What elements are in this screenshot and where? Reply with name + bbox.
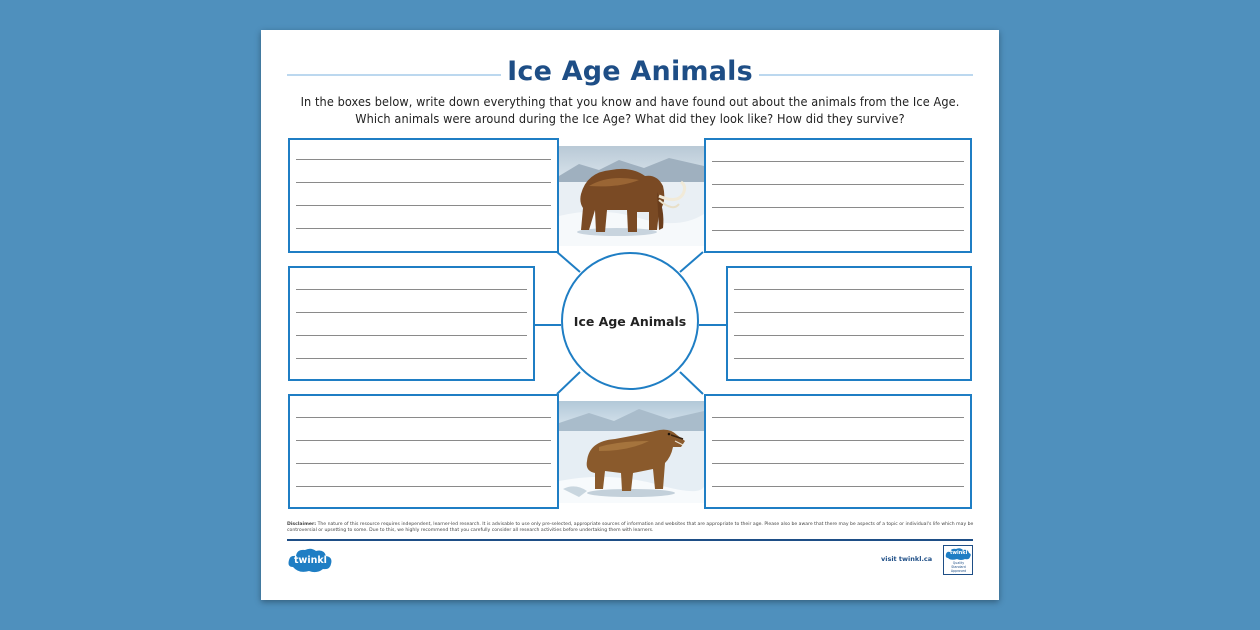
badge-brand: twinkl bbox=[950, 550, 968, 556]
disclaimer bbox=[287, 522, 977, 534]
worksheet-page bbox=[261, 30, 999, 600]
disclaimer-label: Disclaimer: bbox=[287, 522, 317, 527]
page-title: Ice Age Animals bbox=[507, 56, 753, 87]
twinkl-logo-text: twinkl bbox=[294, 555, 327, 566]
center-topic-label: Ice Age Animals bbox=[573, 313, 687, 329]
badge-text: Quality Standard Approved bbox=[950, 561, 967, 573]
bear-image bbox=[559, 401, 704, 503]
center-topic-circle bbox=[561, 252, 699, 390]
writing-box-bottom-right[interactable] bbox=[704, 394, 972, 509]
disclaimer-text: The nature of this resource requires independent, learner-led research. It is advisable to use only pre-selected, appropriate sources of information and websites that are appropriate to their age. Please also be aware that there may be aspects of a topic or individual's life which may be controversial or upsetting to some. Due to this, we highly recommend that you carefully consider all research activities before undertaking them with learners. bbox=[287, 522, 974, 533]
writing-box-top-right[interactable] bbox=[704, 138, 972, 253]
twinkl-logo[interactable] bbox=[287, 547, 333, 575]
writing-box-middle-right[interactable] bbox=[726, 266, 972, 381]
visit-link[interactable]: visit twinkl.ca bbox=[881, 555, 933, 563]
mammoth-image bbox=[559, 146, 704, 246]
instruction-line-1: In the boxes below, write down everything that you know and have found out about the animals from the Ice Age. bbox=[300, 94, 960, 109]
writing-box-middle-left[interactable] bbox=[288, 266, 535, 381]
writing-box-bottom-left[interactable] bbox=[288, 394, 559, 509]
footer-rule bbox=[287, 539, 973, 541]
instruction-line-2: Which animals were around during the Ice Age? What did they look like? How did they survive? bbox=[355, 111, 905, 126]
writing-box-top-left[interactable] bbox=[288, 138, 559, 253]
quality-standard-badge bbox=[943, 545, 973, 575]
